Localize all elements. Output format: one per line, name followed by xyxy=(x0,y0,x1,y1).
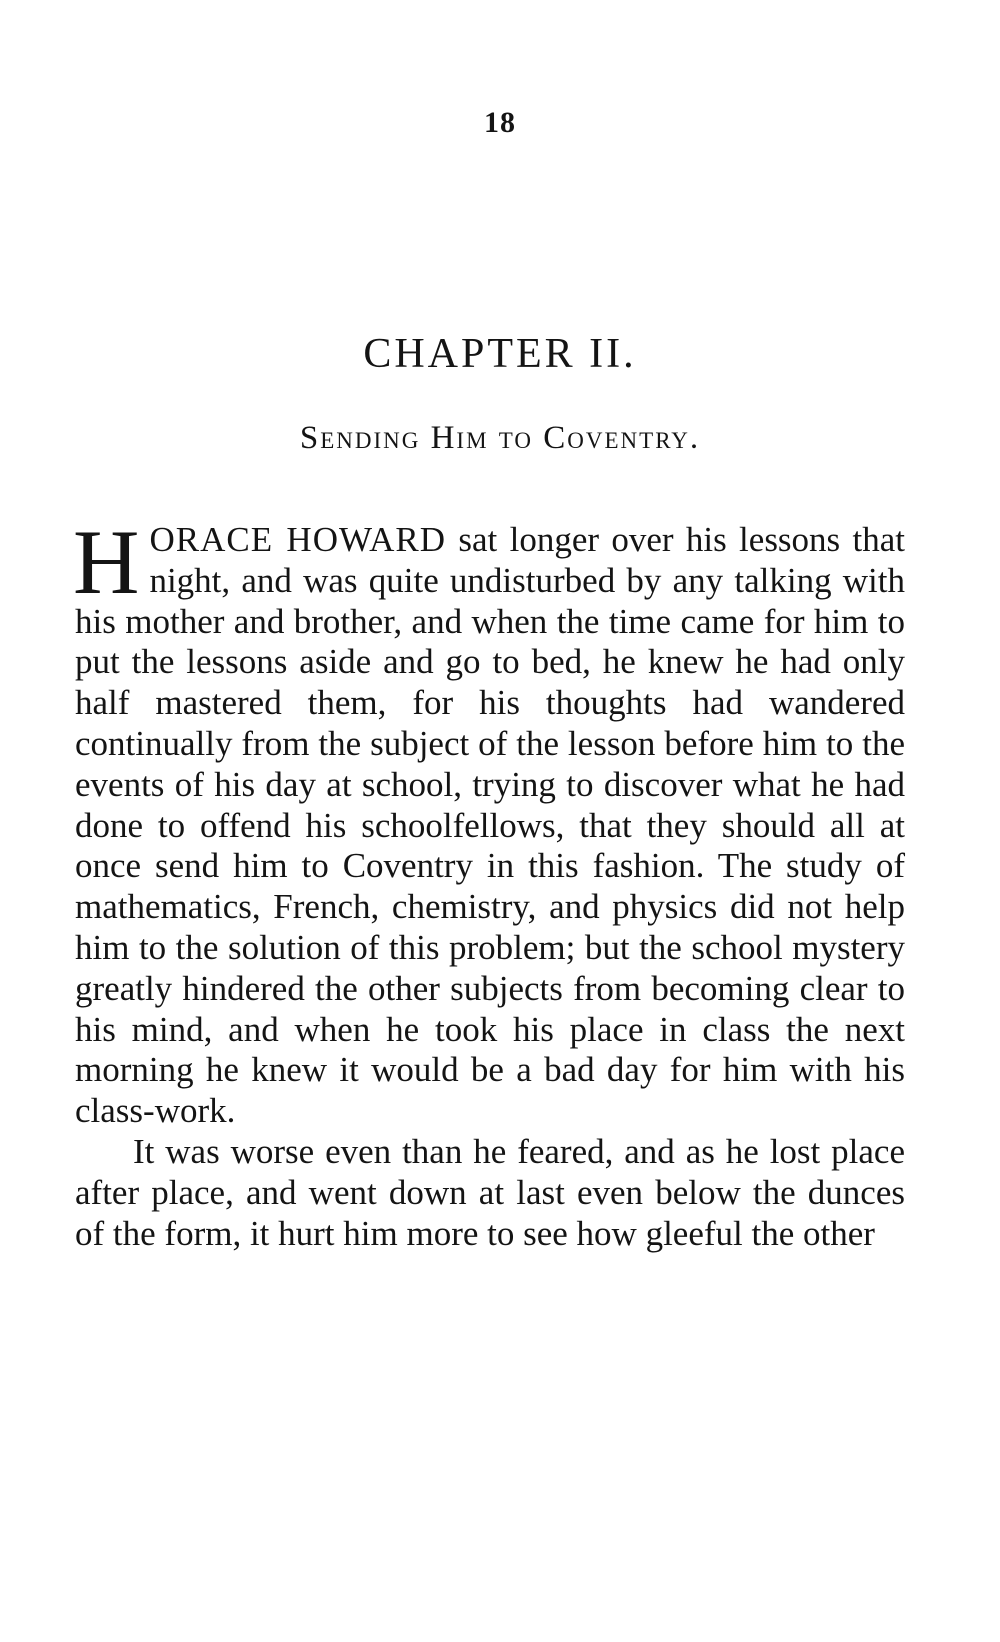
opening-caps: ORACE HOWARD xyxy=(149,520,447,559)
chapter-subtitle: Sending Him to Coventry. xyxy=(299,420,701,456)
paragraph-1-text: sat longer over his lessons that night, and was quite undisturbed by any talking with his mother and brother, and when the time came for him to put the lessons aside and go to bed, he knew he had only half mastered them, for his thoughts had wandered continually from the subject of the lesson before him to the events of his day at school, trying to discover what he had done to offend his schoolfellows, that they should all at once send him to Coventry in this fashion. The study of mathematics, French, chemistry, and physics did not help him to the solution of this problem; but the school mystery greatly hindered the other subjects from becoming clear to his mind, and when he took his place in class the next morning he knew it would be a bad day for him with his class-work. xyxy=(75,520,905,1131)
paragraph-1 xyxy=(73,511,905,1132)
drop-cap: H xyxy=(73,511,140,613)
page-number: 18 xyxy=(484,106,516,139)
chapter-body xyxy=(73,511,905,1254)
paragraph-2: It was worse even than he feared, and as he lost place after place, and went down at last even below the dunces of the form, it hurt him more to see how gleeful the other xyxy=(75,1131,905,1253)
chapter-title: CHAPTER II. xyxy=(363,331,637,377)
